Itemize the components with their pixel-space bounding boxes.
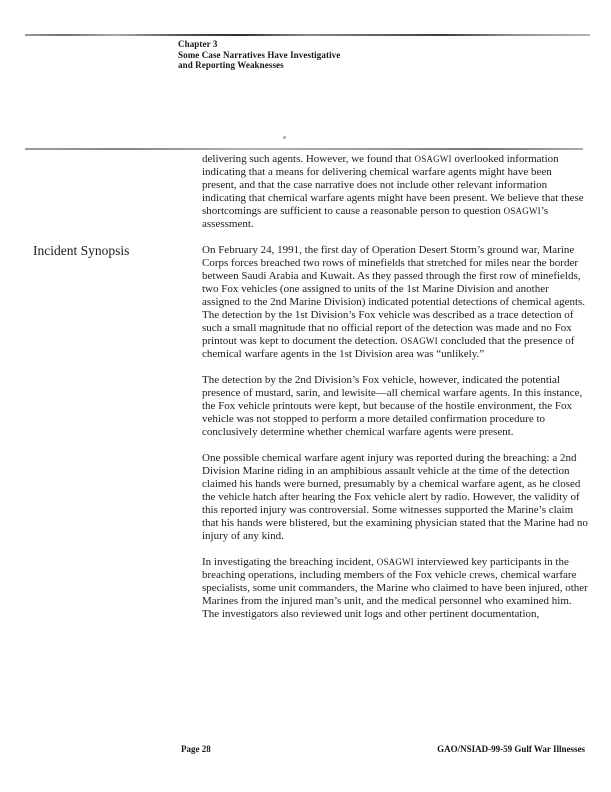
body-text-column: [202, 153, 588, 634]
body-paragraph: The detection by the 2nd Division’s Fox vehicle, however, indicated the potential presence of mustard, sarin, and lewisite—all chemical warfare agents. In this instance, the Fox vehicle printouts were kept, but because of the hostile environment, the Fox vehicle was not stopped to perform a more detailed confirmation procedure to conclusively determine whether chemical warfare agents were present.: [202, 374, 583, 438]
chapter-number: Chapter 3: [178, 39, 218, 49]
chapter-header: [178, 39, 340, 71]
section-heading: Incident Synopsis: [33, 243, 130, 258]
body-paragraph: One possible chemical warfare agent injury was reported during the breaching: a 2nd Division Marine riding in an amphibious assault vehicle at the time of the detection claimed his hands were burned, presumably by a chemical warfare agent, as he closed the vehicle hatch after hearing the Fox vehicle alert by radio. However, the validity of this reported injury was controversial. Some witnesses supported the Marine’s claim that his hands were blistered, but the examining physician stated that the Marine had no injury of any kind.: [202, 452, 588, 542]
body-paragraph: In investigating the breaching incident, OSAGWI interviewed key participants in the breaching operations, including members of the Fox vehicle crews, chemical warfare specialists, some unit commanders, the Marine who claimed to have been injured, other Marines from the injured man’s unit, and the medical personnel who examined him. The investigators also reviewed unit logs and other pertinent documentation,: [202, 556, 588, 620]
footer-page-number: Page 28: [181, 744, 211, 754]
footer-report-id: GAO/NSIAD-99-59 Gulf War Illnesses: [437, 744, 585, 754]
header-rule: [25, 34, 590, 36]
chapter-title-line1: Some Case Narratives Have Investigative: [178, 49, 341, 60]
header-divider-rule: [25, 148, 583, 150]
scan-speck: [283, 136, 286, 139]
chapter-title-line2: and Reporting Weaknesses: [178, 60, 284, 70]
body-paragraph: On February 24, 1991, the first day of Operation Desert Storm’s ground war, Marine Corps forces breached two rows of minefields that stretched for miles near the border between Saudi Arabia and Kuwait. As they passed through the first row of minefields, two Fox vehicles (one assigned to units of the 1st Marine Division and another assigned to the 2nd Marine Division) indicated potential detections of chemical agents. The detection by the 1st Division’s Fox vehicle was described as a trace detection of such a small magnitude that no official report of the detection was made and no Fox printout was kept to document the detection. OSAGWI concluded that the presence of chemical warfare agents in the 1st Division area was “unlikely.”: [202, 244, 586, 360]
body-paragraph: delivering such agents. However, we found that OSAGWI overlooked information indicating that a means for delivering chemical warfare agents might have been present, and that the case narrative does not include other relevant information indicating that chemical warfare agents might have been present. We believe that these shortcomings are sufficient to cause a reasonable person to question OSAGWI’s assessment.: [202, 153, 584, 230]
